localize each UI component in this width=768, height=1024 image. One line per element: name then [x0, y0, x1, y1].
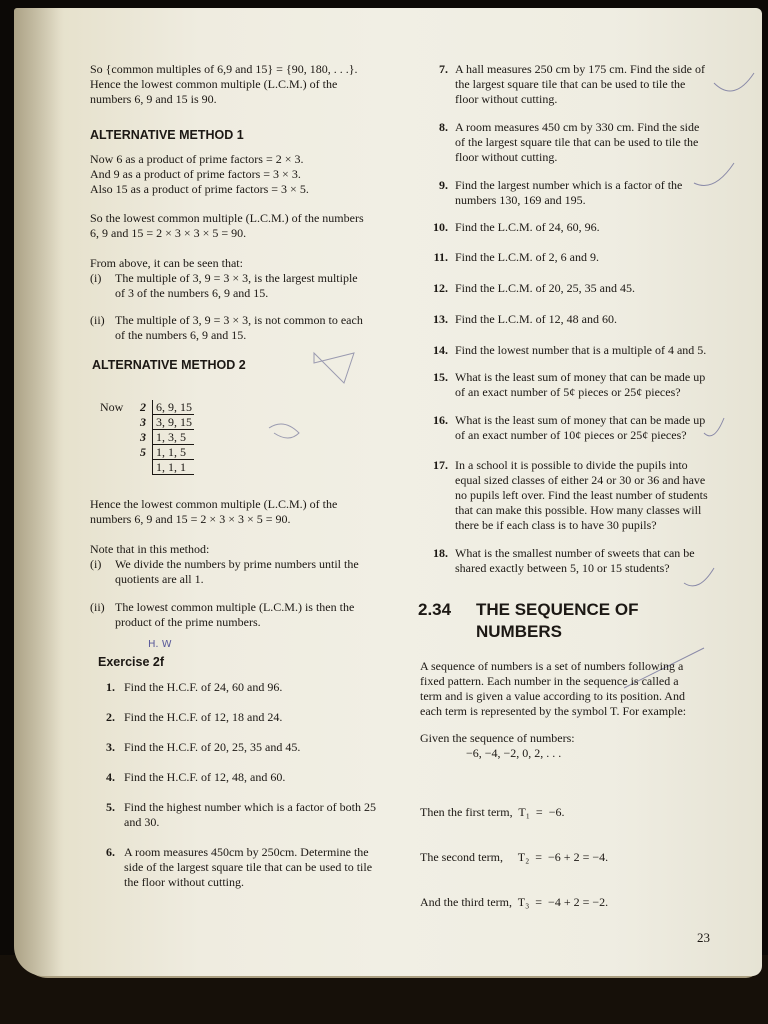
- definition-line: term and is given a value according to its position. And: [420, 689, 685, 703]
- definition-line: A sequence of numbers is a set of numbers following a: [420, 659, 684, 673]
- exercise-text: shared exactly between 5, 10 or 15 students?: [455, 561, 670, 575]
- exercise-number: 16.: [433, 413, 448, 427]
- exercise-text: What is the least sum of money that can be made up: [455, 413, 706, 427]
- exercise-text: of an exact number of 5¢ pieces or 25¢ pieces?: [455, 385, 681, 399]
- alt-method-2-heading: ALTERNATIVE METHOD 2: [92, 358, 246, 372]
- exercise-item: [106, 845, 388, 890]
- exercise-number: 14.: [433, 343, 448, 357]
- ladder-quotient: 3, 9, 15: [152, 415, 194, 430]
- exercise-text: What is the smallest number of sweets that can be: [455, 546, 695, 560]
- definition-line: fixed pattern. Each number in the sequence is called a: [420, 674, 679, 688]
- exercise-item: [106, 740, 388, 755]
- exercise-item: [106, 770, 388, 785]
- given-line: Given the sequence of numbers:: [420, 731, 575, 745]
- term-line: The second term, T₂ = −6 + 2 = −4.: [420, 850, 609, 864]
- exercise-text: A room measures 450 cm by 330 cm. Find the side: [455, 120, 700, 134]
- definition-paragraph: [420, 659, 728, 719]
- item-number: (i): [90, 557, 102, 571]
- item-text: The multiple of 3, 9 = 3 × 3, is not common to each: [115, 313, 363, 327]
- ladder-divisor: 3: [140, 415, 146, 429]
- item-text: quotients are all 1.: [115, 572, 204, 586]
- exercise-item: [418, 546, 728, 576]
- definition-line: each term is represented by the symbol T. For example:: [420, 704, 687, 718]
- method-item: [90, 557, 380, 587]
- ladder-quotient: 1, 1, 5: [152, 445, 194, 460]
- exercise-text: numbers 130, 169 and 195.: [455, 193, 586, 207]
- exercise-number: 5.: [106, 800, 115, 814]
- exercise-item: [106, 710, 388, 725]
- exercise-text: Find the L.C.M. of 20, 25, 35 and 45.: [455, 281, 635, 295]
- exercise-number: 10.: [433, 220, 448, 234]
- exercise-item: [418, 250, 728, 265]
- item-number: (i): [90, 271, 102, 285]
- alt1-conclusion: So the lowest common multiple (L.C.M.) of the numbers: [90, 211, 364, 225]
- item-number: (ii): [90, 600, 105, 614]
- section-heading: [418, 599, 728, 643]
- ladder-row: [100, 430, 194, 445]
- ladder-quotient: 6, 9, 15: [152, 400, 194, 415]
- exercise-number: 7.: [439, 62, 448, 76]
- exercise-item: [418, 120, 728, 165]
- exercise-number: 9.: [439, 178, 448, 192]
- exercise-text: the floor without cutting.: [124, 875, 244, 889]
- item-text: The multiple of 3, 9 = 3 × 3, is the largest multiple: [115, 271, 358, 285]
- exercise-item: [418, 220, 728, 235]
- right-column: [418, 62, 728, 940]
- exercise-text: there be if each class is to have 30 pupils?: [455, 518, 657, 532]
- item-text: product of the prime numbers.: [115, 615, 261, 629]
- exercise-number: 2.: [106, 710, 115, 724]
- exercise-item: [418, 343, 728, 358]
- seen-intro: From above, it can be seen that:: [90, 256, 243, 270]
- section-title: THE SEQUENCE OF: [476, 600, 639, 619]
- exercise-number: 4.: [106, 770, 115, 784]
- exercise-number: 6.: [106, 845, 115, 859]
- seen-item: [90, 313, 380, 343]
- ladder-label: Now: [100, 400, 124, 414]
- exercise-text: no pupils left over. Find the least number of students: [455, 488, 708, 502]
- hence-line: Hence the lowest common multiple (L.C.M.) of the: [90, 497, 338, 511]
- exercise-text: A room measures 450cm by 250cm. Determine the: [124, 845, 369, 859]
- exercise-text: of the largest square tile that can be used to tile the: [455, 135, 699, 149]
- ladder-row: [100, 445, 194, 460]
- section-title: NUMBERS: [476, 622, 562, 641]
- exercise-number: 17.: [433, 458, 448, 472]
- alt1-line: Also 15 as a product of prime factors = 3 × 5.: [90, 182, 309, 196]
- exercise-block-left: [98, 655, 388, 890]
- exercise-text: that can make this possible. How many classes will: [455, 503, 702, 517]
- intro-line: numbers 6, 9 and 15 is 90.: [90, 92, 217, 106]
- division-ladder: [100, 400, 194, 475]
- exercise-text: of an exact number of 10¢ pieces or 25¢ pieces?: [455, 428, 687, 442]
- exercise-item: [106, 680, 388, 695]
- exercise-number: 15.: [433, 370, 448, 384]
- exercise-text: What is the least sum of money that can be made up: [455, 370, 706, 384]
- exercise-text: Find the lowest number that is a multiple of 4 and 5.: [455, 343, 707, 357]
- handwritten-note: H. W: [148, 639, 172, 650]
- ladder-divisor: 2: [140, 400, 146, 414]
- exercise-item: [418, 62, 728, 107]
- item-number: (ii): [90, 313, 105, 327]
- page-number: 23: [697, 930, 710, 945]
- exercise-text: Find the L.C.M. of 2, 6 and 9.: [455, 250, 599, 264]
- terms-block: [420, 775, 728, 940]
- term-line: And the third term, T₃ = −4 + 2 = −2.: [420, 895, 609, 909]
- ladder-row: [100, 415, 194, 430]
- exercise-text: Find the highest number which is a factor of both 25: [124, 800, 376, 814]
- seen-item: [90, 271, 380, 301]
- exercise-text: Find the H.C.F. of 24, 60 and 96.: [124, 680, 283, 694]
- exercise-number: 3.: [106, 740, 115, 754]
- exercise-number: 11.: [433, 250, 448, 264]
- exercise-text: and 30.: [124, 815, 160, 829]
- exercise-text: Find the L.C.M. of 12, 48 and 60.: [455, 312, 617, 326]
- exercise-item: [418, 458, 728, 533]
- exercise-number: 18.: [433, 546, 448, 560]
- ladder-divisor: [132, 460, 146, 475]
- exercise-item: [106, 800, 388, 830]
- item-text: The lowest common multiple (L.C.M.) is then the: [115, 600, 355, 614]
- exercise-text: the largest square tile that can be used to tile the: [455, 77, 686, 91]
- exercise-number: 8.: [439, 120, 448, 134]
- exercise-number: 13.: [433, 312, 448, 326]
- item-text: of the numbers 6, 9 and 15.: [115, 328, 247, 342]
- alt1-conclusion: 6, 9 and 15 = 2 × 3 × 3 × 5 = 90.: [90, 226, 247, 240]
- exercise-item: [418, 312, 728, 327]
- exercise-item: [418, 370, 728, 400]
- exercise-number: 12.: [433, 281, 448, 295]
- sequence-line: −6, −4, −2, 0, 2, . . .: [466, 746, 562, 760]
- exercise-item: [418, 178, 728, 208]
- ladder-quotient: 1, 1, 1: [152, 460, 194, 475]
- method-intro: Note that in this method:: [90, 542, 210, 556]
- exercise-text: Find the largest number which is a factor of the: [455, 178, 683, 192]
- left-column-lower: [90, 497, 380, 630]
- exercise-text: equal sized classes of either 24 or 30 or 36 and have: [455, 473, 706, 487]
- ladder-divisor: 3: [140, 430, 146, 444]
- exercise-heading: Exercise 2f: [98, 655, 165, 669]
- exercise-text: Find the H.C.F. of 20, 25, 35 and 45.: [124, 740, 301, 754]
- method-item: [90, 600, 380, 630]
- alt-method-1-heading: ALTERNATIVE METHOD 1: [90, 128, 244, 142]
- term-line: Then the first term, T₁ = −6.: [420, 805, 565, 819]
- hence-line: numbers 6, 9 and 15 = 2 × 3 × 3 × 5 = 90.: [90, 512, 291, 526]
- exercise-text: In a school it is possible to divide the pupils into: [455, 458, 688, 472]
- exercise-item: [418, 281, 728, 296]
- exercise-text: side of the largest square tile that can be used to tile: [124, 860, 373, 874]
- exercise-item: [418, 413, 728, 443]
- exercise-number: 1.: [106, 680, 115, 694]
- exercise-text: Find the H.C.F. of 12, 18 and 24.: [124, 710, 283, 724]
- exercise-text: floor without cutting.: [455, 92, 558, 106]
- alt1-line: And 9 as a product of prime factors = 3 × 3.: [90, 167, 301, 181]
- ladder-quotient: 1, 3, 5: [152, 430, 194, 445]
- exercise-text: Find the L.C.M. of 24, 60, 96.: [455, 220, 600, 234]
- item-text: of 3 of the numbers 6, 9 and 15.: [115, 286, 269, 300]
- intro-line: So {common multiples of 6,9 and 15} = {90, 180, . . .}.: [90, 62, 358, 76]
- ladder-row: [100, 460, 194, 475]
- item-text: We divide the numbers by prime numbers until the: [115, 557, 359, 571]
- intro-line: Hence the lowest common multiple (L.C.M.) of the: [90, 77, 338, 91]
- exercise-text: A hall measures 250 cm by 175 cm. Find the side of: [455, 62, 705, 76]
- section-number: 2.34: [418, 600, 452, 619]
- exercise-text: Find the H.C.F. of 12, 48, and 60.: [124, 770, 286, 784]
- ladder-divisor: 5: [140, 445, 146, 459]
- left-column: [90, 62, 380, 373]
- exercise-text: floor without cutting.: [455, 150, 558, 164]
- alt1-line: Now 6 as a product of prime factors = 2 × 3.: [90, 152, 304, 166]
